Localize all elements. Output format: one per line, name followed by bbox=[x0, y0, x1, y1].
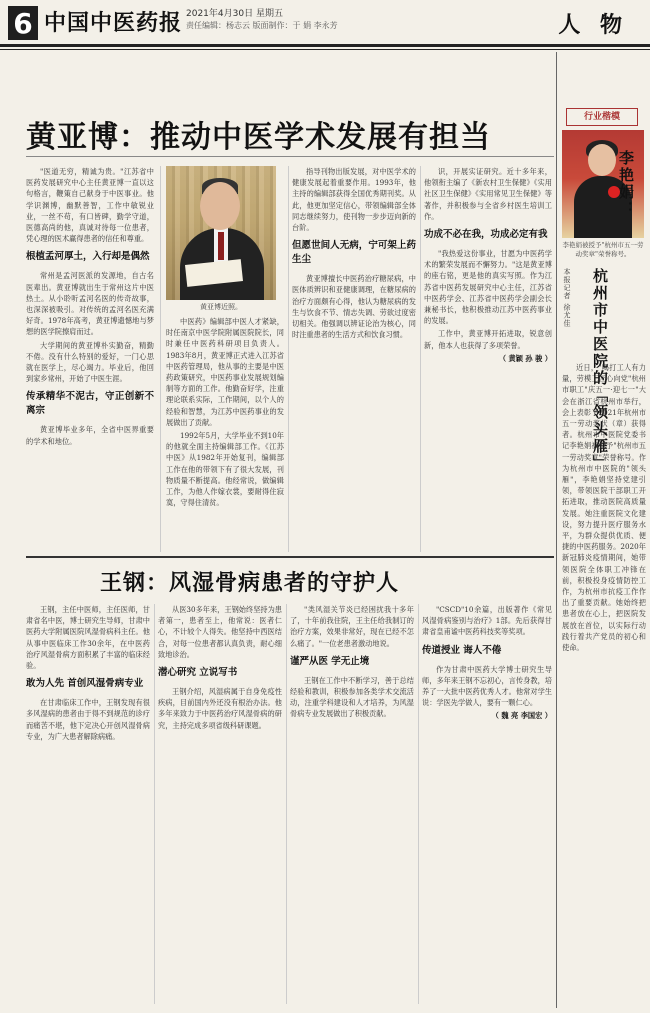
article2-paragraph: 作为甘肃中医药大学博士研究生导师，多年来王钢不忘初心，言传身教，培养了一大批中医药优秀人才。他常对学生说：学医先学做人，要有一颗仁心。 bbox=[422, 664, 552, 708]
article1-photo-caption: 黄亚博近照。 bbox=[200, 303, 242, 311]
article1-subheading-2: 传承精华不泥古，守正创新不离宗 bbox=[26, 391, 154, 417]
article2-paragraph: "类风湿关节炎已经困扰我十多年了，十年前我住院，王主任给我制订的治疗方案，效果非常好，现在已经不怎么痛了。"一位老患者激动地说。 bbox=[290, 605, 414, 648]
article1-subheading-1: 根植孟河厚土，入行却是偶然 bbox=[26, 251, 150, 263]
article1-paragraph: 1992年5月，大学毕业不到10年的他就全面主持编辑部工作。《江苏中医》从1982年开始复刊，编辑部工作在他的带领下有了很大发展，刊物质量不断提高。他经常说，做编辑工作，为他人作嫁衣裳，要耐得住寂寞，守得住清贫。 bbox=[166, 431, 284, 508]
article1-byline: （ 黄颖 孙 骏 ） bbox=[498, 353, 552, 363]
article1-paragraph: 工作中，黄亚博开拓进取，锐意创新，他本人也获得了多项荣誉。 bbox=[424, 329, 552, 350]
article2-paragraph: 在甘肃临床工作中，王钢发现有很多风湿病的患者由于得不到规范的诊疗而痛苦不堪，他下定决心开创风湿骨病专业，为广大患者解除病痛。 bbox=[26, 698, 150, 741]
article2-subheading-4: 传道授业 诲人不倦 bbox=[422, 644, 502, 656]
article2-subheading-3: 谨严从医 学无止境 bbox=[290, 655, 370, 667]
sidebar-photo-caption: 李艳娟被授予"杭州市五一劳动奖章"荣誉称号。 bbox=[562, 241, 644, 258]
article2-paragraph: 从医30多年来，王钢始终坚持为患者第一，患者至上，他常说：医者仁心，不计较个人得失。他坚持中西医结合，对每一位患者都认真负责，耐心细致地诊治。 bbox=[158, 605, 282, 659]
article1-column-3 bbox=[292, 166, 416, 552]
article2-paragraph: 王钢介绍，风湿病属于自身免疫性疾病，目前国内外还没有根治办法。他多年来致力于中医药治疗风湿骨病的研究，主持完成多项省级科研课题。 bbox=[158, 687, 282, 730]
column-divider bbox=[154, 604, 155, 1004]
article1-rule bbox=[26, 156, 554, 157]
article2-paragraph: 王钢，主任中医师，主任医师，甘肃省名中医，博士研究生导师，甘肃中医药大学附属医院风湿骨病科主任。他从事中医临床工作30余年，在中医药治疗风湿骨病方面积累了丰富的临床经验。 bbox=[26, 605, 150, 671]
article1-paragraph: 常州是孟河医派的发源地，自古名医辈出。黄亚博就出生于常州这片中医热土。从小聆听孟河名医的传奇故事，也深深被吸引。对传统的孟河名医充满好奇。1978年高考，黄亚博遗憾地与梦想的医学院擦肩而过。 bbox=[26, 271, 154, 337]
article1-portrait-photo bbox=[166, 166, 276, 300]
sidebar-byline: 本报记者 徐尤佳 bbox=[563, 268, 571, 328]
column-divider bbox=[420, 166, 421, 552]
article1-paragraph: 黄亚博毕业多年，全省中医界重要的学术和地位。 bbox=[26, 425, 154, 446]
article2-byline: （ 魏 亮 李国宏 ） bbox=[491, 711, 552, 721]
article1-paragraph: "我热爱这份事业，甘愿为中医药学术的繁荣发展而不懈努力。"这是黄亚博的座右铭，更是他的真实写照。作为江苏省中医药发展研究中心主任，江苏省中医药学会、江苏省中医药学会副会长兼秘书长，他积极推动江苏中医药事业的发展。 bbox=[424, 249, 552, 326]
article1-subheading-4: 功成不必在我，功成必定有我 bbox=[424, 229, 548, 241]
sidebar-title-line-2: 杭州市中医院的「领头雁」 bbox=[591, 268, 609, 472]
article2-top-rule bbox=[26, 556, 554, 558]
article1-lead: "医道无穷，精诚为贵。"江苏省中医药发展研究中心主任黄亚博一直以这句格言，鞭策自己献身于中医事业。他学识渊博，幽默善智，工作中敏锐业业，一丝不苟，有口皆碑，勤学守道，医德高尚的他，真诚对待每一位患者，凭心理的医术赢得患者的信任和尊重。 bbox=[26, 167, 154, 244]
column-divider bbox=[286, 604, 287, 1004]
article1-paragraph: 识，开展实证研究。近十多年来，他领衔主编了《新农村卫生保健》《实用社区卫生保健》《实用常见卫生保健》等著作，并积极参与全省乡村医生培训工作。 bbox=[424, 167, 552, 221]
column-divider bbox=[160, 166, 161, 552]
column-divider bbox=[418, 604, 419, 1004]
editor-credits: 责任编辑：杨志云 版面制作：于 娟 李永芳 bbox=[186, 21, 338, 30]
article2-column-3 bbox=[290, 604, 414, 1004]
page-number: 6 bbox=[8, 6, 38, 40]
sidebar-paragraph: 近日，"喝打工人有力量，劳模工匠心向党"杭州市职工"庆五一·迎七一"大会在浙江省杭州市举行，会上表彰了2021年杭州市五一劳动奖状（章）获得者。杭州市中医院党委书记李艳娟被授予"杭州市五一劳动奖章"荣誉称号。作为杭州市中医院的"领头雁"，李艳娟坚持党建引领，带领医院干部职工开拓进取，推动医院高质量发展。她注重医院文化建设，努力提升医疗服务水平，为群众提供优质、便捷的中医药服务。2020年新冠肺炎疫情期间，她带领医院全体职工冲锋在前，积极投身疫情防控工作，为杭州市抗疫工作作出了重要贡献。她始终把患者放在心上，把医院发展放在首位，以实际行动践行着共产党员的初心和使命。 bbox=[562, 363, 646, 653]
section-title: 人 物 bbox=[558, 12, 628, 38]
article1-paragraph: 大学期间的黄亚博朴实勤奋，精勤不倦。没有什么特别的爱好，一门心思就在医学上，尽心竭力。毕业后，他回到家乡常州，开始了中医生涯。 bbox=[26, 340, 154, 384]
article1-column-2 bbox=[166, 316, 284, 552]
article1-column-4 bbox=[424, 166, 552, 552]
article2-paragraph: 王钢在工作中不断学习，善于总结经验和教训，积极参加各类学术交流活动，注重学科建设和人才培养，为风湿骨病专业发展做出了积极贡献。 bbox=[290, 675, 414, 719]
article1-paragraph: 指导刊物出版发展，对中医学术的健康发展起着重要作用。1993年，他主持的编辑部获得全国优秀期刊奖。从此，他更加坚定信心，带领编辑部全体同志继续努力，使刊物一步步迈向新的台阶。 bbox=[292, 167, 416, 233]
issue-date: 2021年4月30日 星期五 bbox=[186, 9, 283, 19]
sidebar-tag: 行业楷模 bbox=[566, 108, 638, 126]
column-divider bbox=[288, 166, 289, 552]
article1-subheading-3: 但愿世间人无病，宁可架上药生尘 bbox=[292, 240, 416, 266]
article1-paragraph: 黄亚博擅长中医药治疗糖尿病，中医体质辨识和亚健康调理，在糖尿病的治疗方面颇有心得，他认为糖尿病的发生与饮食不节、情志失调、劳欲过度密切相关。他强调以辨证论治为核心，同时注重患者的生活方式和饮食习惯。 bbox=[292, 274, 416, 340]
article2-column-2 bbox=[158, 604, 282, 1004]
masthead-rule-thin bbox=[0, 49, 650, 50]
masthead-rule bbox=[0, 44, 650, 47]
article1-column-1 bbox=[26, 166, 154, 552]
article2-column-4 bbox=[422, 604, 552, 1004]
article2-subheading-1: 敢为人先 首创风湿骨病专业 bbox=[26, 678, 144, 690]
sidebar-divider bbox=[556, 52, 557, 1008]
sidebar-title-line-1: 李艳娟： bbox=[617, 150, 635, 218]
article1-paragraph: 中医药》编辑部中医人才紧缺，时任南京中医学院附属医院院长，同时兼任中医药科研项目负责人。1983年8月，黄亚博正式进入江苏省中医药管理局，他从事的主要是中医药政策研究，中医药事业发展规划编制等方面的工作。他勤奋好学，注重理论联系实际，工作期间，以个人的经验和智慧，为江苏中医药事业的发展做出了贡献。 bbox=[166, 317, 284, 427]
newspaper-name: 中国中医药报 bbox=[44, 10, 183, 36]
article1-headline: 黄亚博：推动中医学术发展有担当 bbox=[26, 120, 491, 155]
article2-headline: 王钢：风湿骨病患者的守护人 bbox=[100, 570, 400, 596]
article2-column-1 bbox=[26, 604, 150, 1004]
article2-subheading-2: 潜心研究 立说写书 bbox=[158, 667, 238, 679]
article2-paragraph: "CSCD"10余篇，出版著作《常见风湿骨病鉴别与治疗》1部。先后获得甘肃省皇甫谧中医药科技奖等奖项。 bbox=[422, 605, 552, 637]
sidebar-body-text bbox=[562, 362, 646, 1006]
